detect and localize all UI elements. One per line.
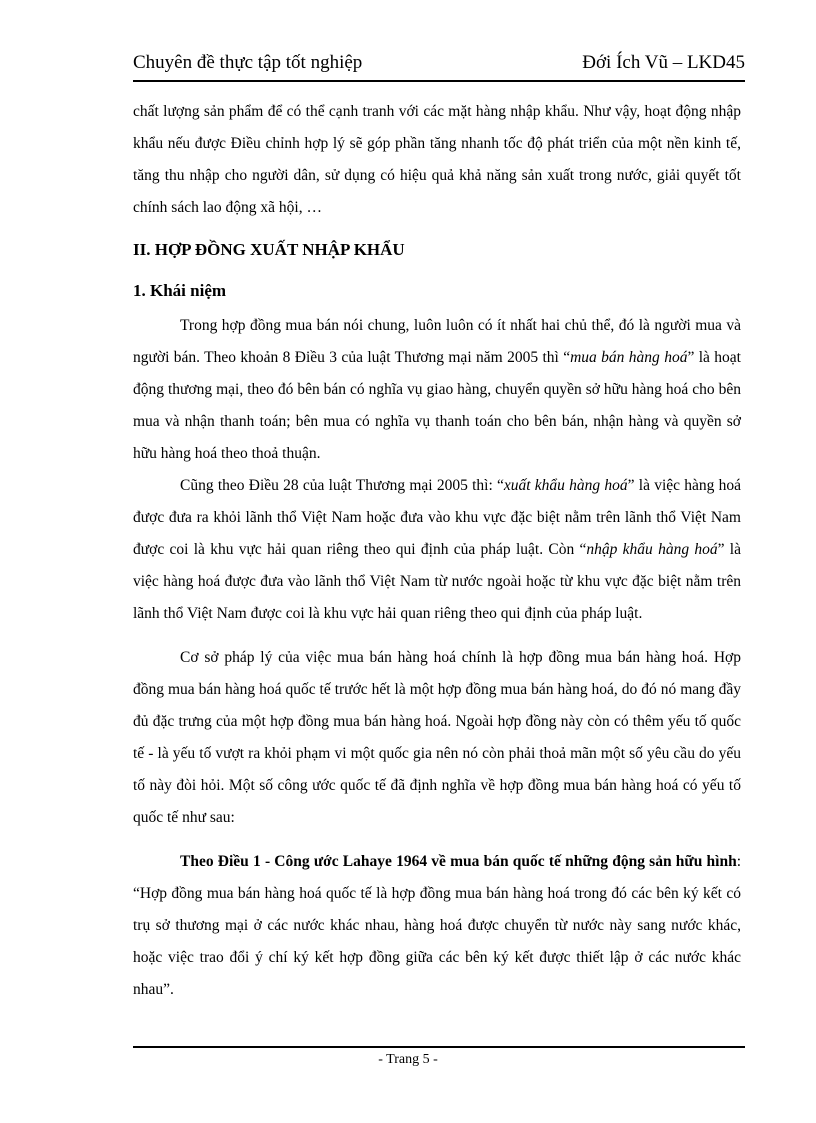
text-run: ” là việc hàng hoá được đưa vào lãnh thổ Việt Nam từ nước ngoài hoặc từ khu vực đặc biệt nằm trên lãnh thổ Việt Nam được coi là khu vực hải quan riêng theo qui định của pháp luật. [133,541,741,622]
page-body [133,96,741,1006]
page-number: - Trang 5 - [378,1052,438,1067]
text-run: ” là việc hàng hoá được đưa ra khỏi lãnh thổ Việt Nam hoặc đưa vào khu vực đặc biệt nằm trên lãnh thổ Việt Nam được coi là khu vực hải quan riêng theo qui định của pháp luật. Còn “ [133,477,741,558]
footer-divider [133,1046,745,1048]
subsection-heading: 1. Khái niệm [133,281,227,300]
page-header [133,52,745,82]
header-author: Đới Ích Vũ – LKD45 [582,52,745,73]
paragraph-legal-basis: Cơ sở pháp lý của việc mua bán hàng hoá chính là hợp đồng mua bán hàng hoá. Hợp đồng mua bán hàng hoá quốc tế trước hết là một hợp đồng mua bán hàng hoá, do đó nó mang đầy đủ đặc trưng của một hợp đồng mua bán hàng hoá. Ngoài hợp đồng này còn có thêm yếu tố quốc tế - là yếu tố vượt ra khỏi phạm vi một quốc gia nên nó còn phải thoả mãn một số yêu cầu do yếu tố này đòi hỏi. Một số công ước quốc tế đã định nghĩa về hợp đồng mua bán hàng hoá có yếu tố quốc tế như sau: [133,649,741,826]
italic-term: xuất khẩu hàng hoá [503,477,628,494]
paragraph-definition-trade [133,310,741,470]
paragraph-definition-import-export [133,470,741,630]
italic-term: nhập khẩu hàng hoá [586,541,718,558]
paragraph-intro-continuation: chất lượng sản phẩm để có thể cạnh tranh với các mặt hàng nhập khẩu. Như vậy, hoạt động nhập khẩu nếu được Điều chỉnh hợp lý sẽ góp phần tăng nhanh tốc độ phát triển của một nền kinh tế, tăng thu nhập cho người dân, sử dụng có hiệu quả khả năng sản xuất trong nước, giải quyết tốt chính sách lao động xã hội, … [133,103,741,216]
text-run: Cũng theo Điều 28 của luật Thương mại 2005 thì: “ [180,477,504,494]
italic-term: mua bán hàng hoá [570,349,688,366]
bold-citation: Theo Điều 1 - Công ước Lahaye 1964 về mua bán quốc tế những động sản hữu hình [180,853,737,870]
text-run: Trong hợp đồng mua bán nói chung, luôn luôn có ít nhất hai chủ thể, đó là người mua và người bán. Theo khoản 8 Điều 3 của luật Thương mại năm 2005 thì “ [133,317,741,366]
section-heading: II. HỢP ĐỒNG XUẤT NHẬP KHẨU [133,240,405,259]
header-title: Chuyên đề thực tập tốt nghiệp [133,52,363,73]
text-run: ” là hoạt động thương mại, theo đó bên bán có nghĩa vụ giao hàng, chuyển quyền sở hữu hàng hoá cho bên mua và nhận thanh toán; bên mua có nghĩa vụ thanh toán cho bên bán, nhận hàng và quyền sở hữu hàng hoá theo thoả thuận. [133,349,741,462]
paragraph-lahaye-convention [133,846,741,1006]
text-run: : “Hợp đồng mua bán hàng hoá quốc tế là hợp đồng mua bán hàng hoá trong đó các bên ký kết có trụ sở thương mại ở các nước khác nhau, hàng hoá được chuyển từ nước này sang nước khác, hoặc việc trao đổi ý chí ký kết hợp đồng giữa các bên ký kết được thiết lập ở các nước khác nhau”. [133,853,741,998]
